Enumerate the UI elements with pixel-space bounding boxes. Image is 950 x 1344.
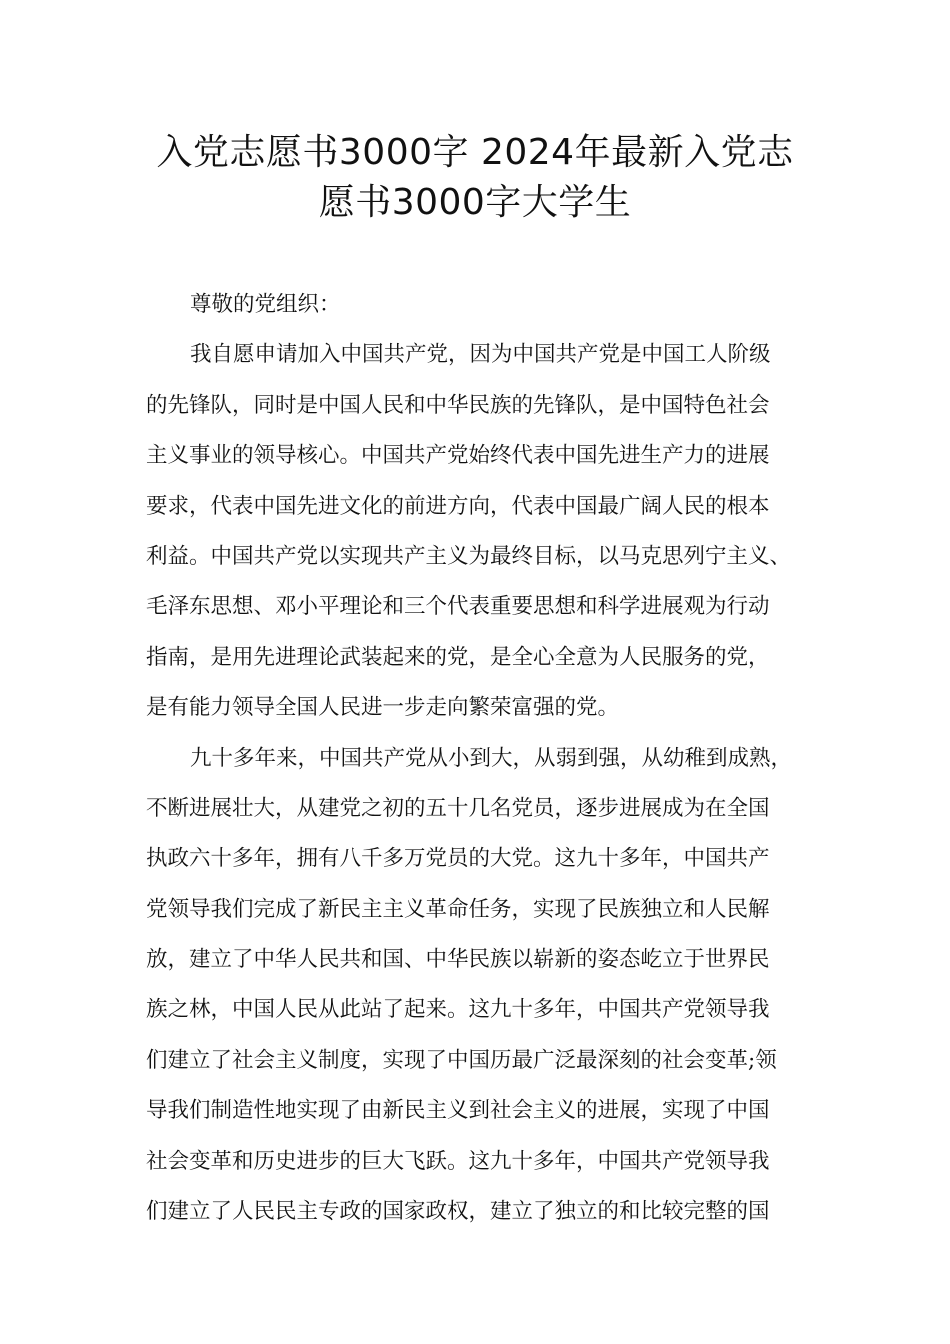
paragraph-line: 我自愿申请加入中国共产党，因为中国共产党是中国工人阶级: [190, 342, 771, 368]
paragraph-line: 执政六十多年，拥有八千多万党员的大党。这九十多年，中国共产: [146, 846, 770, 872]
salutation: 尊敬的党组织：: [190, 292, 341, 317]
paragraph-line: 放，建立了中华人民共和国、中华民族以崭新的姿态屹立于世界民: [146, 947, 770, 973]
paragraph-line: 社会变革和历史进步的巨大飞跃。这九十多年，中国共产党领导我: [146, 1148, 770, 1174]
title-line-1: 入党志愿书3000字 2024年最新入党志: [156, 132, 794, 173]
document-body: [146, 280, 810, 1237]
paragraph-line: 不断进展壮大，从建党之初的五十几名党员，逐步进展成为在全国: [146, 795, 770, 821]
title-line-2: 愿书3000字大学生: [318, 182, 632, 223]
paragraph-line: 主义事业的领导核心。中国共产党始终代表中国先进生产力的进展: [146, 443, 770, 469]
paragraph-line: 利益。中国共产党以实现共产主义为最终目标，以马克思列宁主义、: [146, 543, 792, 569]
paragraph-line: 毛泽东思想、邓小平理论和三个代表重要思想和科学进展观为行动: [146, 594, 770, 620]
paragraph-line: 要求，代表中国先进文化的前进方向，代表中国最广阔人民的根本: [146, 493, 770, 519]
paragraph-line: 族之林，中国人民从此站了起来。这九十多年，中国共产党领导我: [146, 997, 770, 1023]
paragraph-line: 导我们制造性地实现了由新民主义到社会主义的进展，实现了中国: [146, 1098, 770, 1124]
paragraph-line: 们建立了人民民主专政的国家政权，建立了独立的和比较完整的国: [146, 1199, 770, 1225]
paragraph-line: 指南，是用先进理论武装起来的党，是全心全意为人民服务的党，: [146, 644, 770, 670]
paragraph-1: [146, 330, 810, 733]
page-title: [130, 128, 820, 228]
paragraph-line: 们建立了社会主义制度，实现了中国历最广泛最深刻的社会变革;领: [146, 1047, 777, 1073]
paragraph-line: 是有能力领导全国人民进一步走向繁荣富强的党。: [146, 695, 620, 721]
paragraph-line: 九十多年来，中国共产党从小到大，从弱到强，从幼稚到成熟，: [190, 745, 793, 771]
paragraph-line: 的先锋队，同时是中国人民和中华民族的先锋队，是中国特色社会: [146, 392, 770, 418]
paragraph-line: 党领导我们完成了新民主主义革命任务，实现了民族独立和人民解: [146, 896, 770, 922]
paragraph-2: [146, 734, 810, 1238]
